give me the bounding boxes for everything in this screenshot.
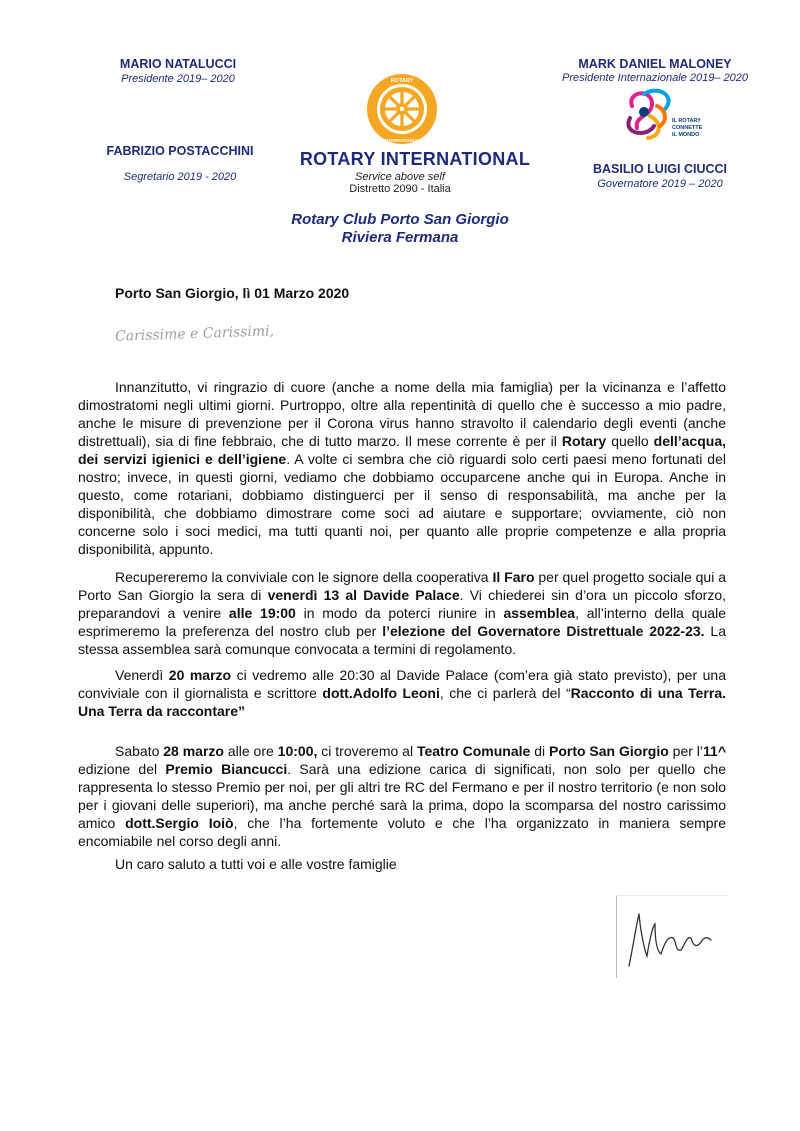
paragraph-2 [78, 568, 726, 658]
bold-run: Il Faro [492, 569, 535, 585]
text-run: Innanzitutto, vi ringrazio di cuore (anche a nome della mia famiglia) per la vicinanza e l’affetto dimostratomi negli ultimi giorni. Purtroppo, oltre alla repentinità di quello che è successo a mio padre, anche le misure di prevenzione per il Corona virus hanno stravolto il calendario degli eventi (anche distrettuali), sia di fine febbraio, che di tutto marzo. Il mese corrente è per il [78, 379, 726, 449]
secretary-name: FABRIZIO POSTACCHINI [106, 144, 254, 158]
signature-scribble [617, 896, 729, 978]
text-run: Recupereremo la conviviale con le signore della cooperativa [115, 569, 493, 585]
bold-run: Racconto di una Terra. Una Terra da raccontare” [78, 685, 727, 719]
bold-run: Premio Biancucci [165, 761, 288, 777]
bold-run: Teatro Comunale [416, 743, 531, 759]
text-run: per quel progetto sociale qui a Porto San Giorgio la sera di [78, 569, 726, 603]
text-run: , che ci parlerà del “ [439, 685, 571, 701]
organization-title: ROTARY INTERNATIONAL [299, 149, 531, 169]
bold-run: assemblea [503, 605, 576, 621]
text-run: . Vi chiederei sin d’ora un piccolo sforzo, preparandovi a venire [78, 587, 726, 621]
bold-run: Rotary [561, 433, 607, 449]
text-run: Sabato [115, 743, 164, 759]
text-run: in modo da poterci riunire in [295, 605, 504, 621]
text-run: ci vedremo alle 20:30 al Davide Palace (com’era già stato previsto), per una conviviale con il giornalista e scrittore [78, 667, 726, 701]
bold-run: dott.Adolfo Leoni [322, 685, 440, 701]
paragraph-3 [78, 666, 726, 720]
bold-run: 11^ [703, 743, 727, 759]
rotary-wheel-logo [365, 72, 439, 146]
paragraph-1 [78, 378, 726, 558]
text-run: quello [606, 433, 654, 449]
governor-name: BASILIO LUIGI CIUCCI [592, 162, 728, 176]
bold-run: 20 marzo [168, 667, 232, 683]
logo-ring-top-text: ROTARY [390, 78, 414, 84]
text-run: . Sarà una edizione carica di significati, non solo per quello che rappresenta lo stesso Premio per noi, per gli altri tre RC del Fermano e per il nostro territorio (e non solo per i giovani delle superiori), ma anche perché sarà la prima, dopo la scomparsa del nostro carissimo amico [78, 761, 726, 831]
international-president-role: Presidente Internazionale 2019– 2020 [562, 72, 748, 84]
bold-run: l’elezione del Governatore Distrettuale 2022-23. [382, 623, 705, 639]
letter-date: Porto San Giorgio, lì 01 Marzo 2020 [115, 285, 350, 301]
governor-role: Governatore 2019 – 2020 [597, 178, 723, 190]
president-name: MARIO NATALUCCI [119, 57, 237, 71]
bold-run: 28 marzo [163, 743, 224, 759]
bold-run: Porto San Giorgio [548, 743, 669, 759]
text-run: Venerdì [115, 667, 169, 683]
bold-run: venerdì 13 al Davide Palace [267, 587, 460, 603]
club-name-line1: Rotary Club Porto San Giorgio [291, 211, 509, 228]
text-run: , che l’ha fortemente voluto e che l’ha organizzato in maniera sempre encomiabile nel corso degli anni. [78, 815, 727, 849]
motto: Service above self [355, 171, 445, 183]
text-run: . A volte ci sembra che ciò riguardi solo certi paesi meno fortunati del nostro; invece, in questi giorni, vediamo che dobbiamo occuparcene anche qui in Europa. Anche in questo, come rotariani, dobbiamo distinguerci per il senso di responsabilità, ma anche per la disponibilità, che dobbiamo dimostrare come soci ad aiutare e supportare; ovviamente, ciò non concerne solo i soci medici, ma tutti quanti noi, per quanto alle proprie competenze e alla propria disponibilità, appunto. [78, 451, 726, 557]
district: Distretto 2090 - Italia [349, 183, 451, 195]
theme-logo-text-3: IL MONDO [672, 132, 700, 138]
bold-run: alle 19:00 [228, 605, 296, 621]
president-role: Presidente 2019– 2020 [121, 73, 235, 85]
club-name-line2: Riviera Fermana [341, 229, 459, 246]
text-run: alle ore [223, 743, 278, 759]
international-president-name: MARK DANIEL MALONEY [578, 57, 732, 71]
text-run: , all’interno della quale esprimeremo la preferenza del nostro club per [78, 605, 726, 639]
theme-logo-text-1: IL ROTARY [672, 118, 701, 124]
secretary-role: Segretario 2019 - 2020 [123, 171, 237, 183]
text-run: per l’ [668, 743, 704, 759]
signature-area [616, 895, 729, 978]
theme-logo-text-2: CONNETTE [672, 125, 703, 131]
text-run: La stessa assemblea sarà comunque convocata a termini di regolamento. [78, 623, 727, 657]
bold-run: 10:00, [277, 743, 318, 759]
logo-ring-bottom-text: INTERNATIONAL [383, 138, 421, 143]
text-run: di [530, 743, 549, 759]
rotary-connects-world-logo [622, 86, 714, 146]
closing-salutation: Un caro saluto a tutti voi e alle vostre famiglie [115, 856, 397, 872]
text-run: edizione del [78, 761, 166, 777]
bold-run: dell’acqua, dei servizi igienici e dell’igiene [78, 433, 726, 467]
bold-run: dott.Sergio Ioiò [125, 815, 234, 831]
paragraph-4 [78, 742, 726, 850]
text-run: ci troveremo al [317, 743, 417, 759]
handwritten-greeting: Carissime e Carissimi, [114, 323, 275, 345]
